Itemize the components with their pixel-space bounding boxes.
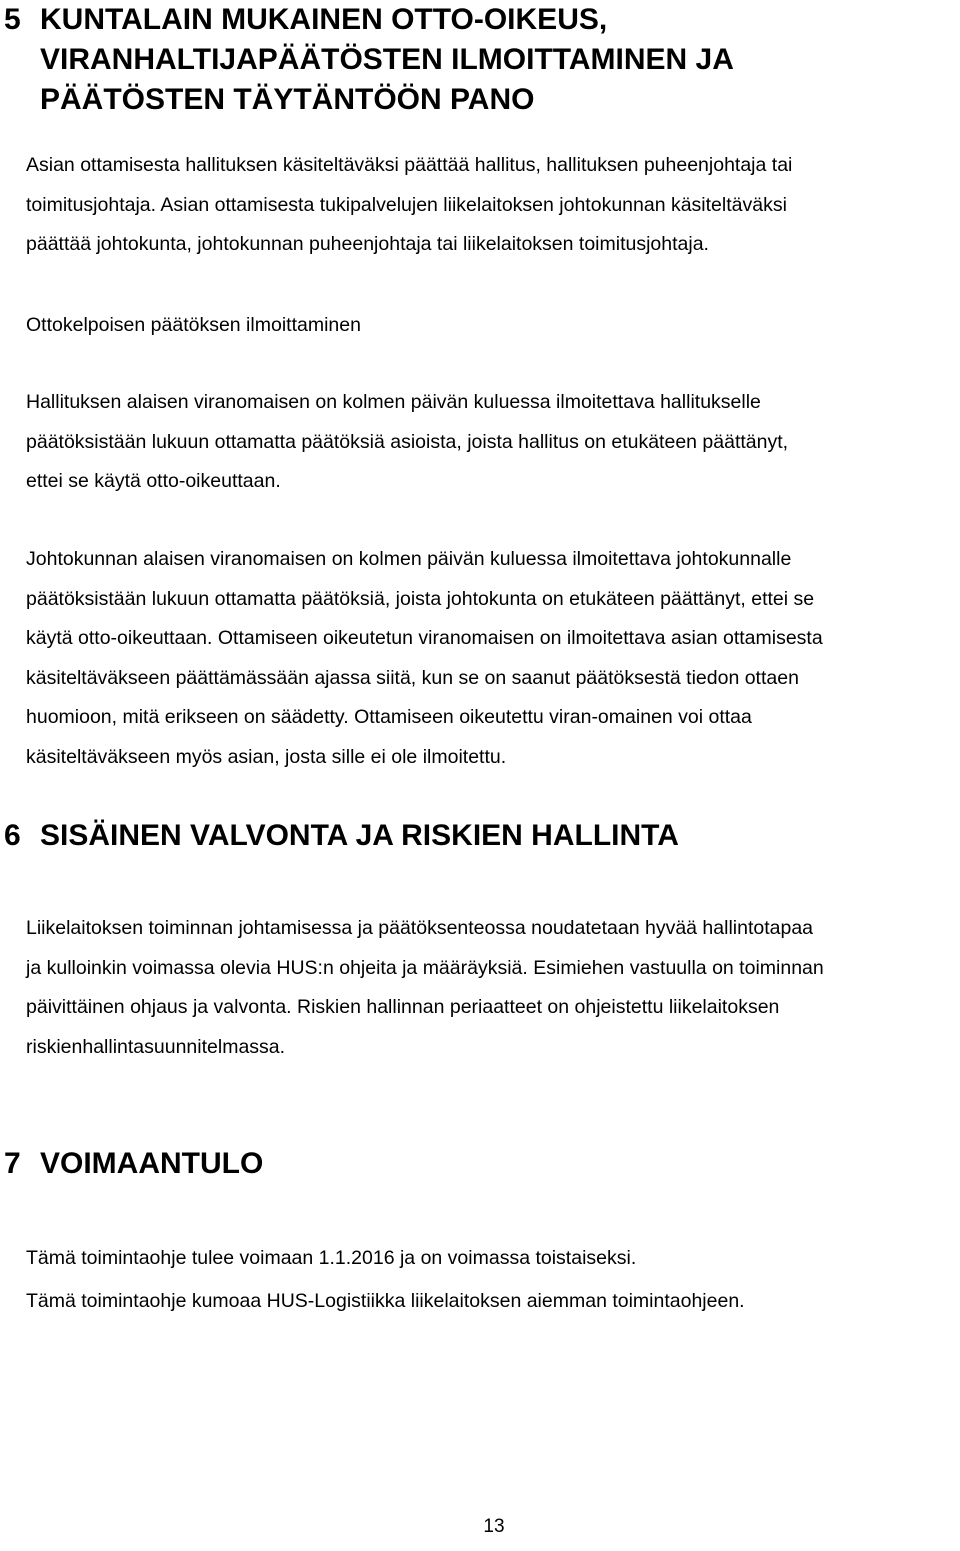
text-line: käsiteltäväkseen myös asian, josta sille ei ole ilmoitettu.: [26, 745, 507, 768]
text-line: päätöksistään lukuun ottamatta päätöksiä asioista, joista hallitus on etukäteen päättänyt,: [26, 430, 789, 453]
text-line: Tämä toimintaohje tulee voimaan 1.1.2016 ja on voimassa toistaiseksi.: [26, 1247, 637, 1269]
section-5-paragraph-2: [26, 383, 958, 502]
section-5-paragraph-3: [26, 540, 958, 777]
section-6-number: 6: [4, 819, 21, 852]
text-line: käsiteltäväkseen päättämässään ajassa siitä, kun se on saanut päätöksestä tiedon ottaen: [26, 666, 799, 689]
section-5-title-line: PÄÄTÖSTEN TÄYTÄNTÖÖN PANO: [40, 83, 535, 116]
section-5-title-line: KUNTALAIN MUKAINEN OTTO-OIKEUS,: [40, 3, 608, 36]
text-line: riskienhallintasuunnitelmassa.: [26, 1035, 286, 1058]
text-line: Liikelaitoksen toiminnan johtamisessa ja päätöksenteossa noudatetaan hyvää hallintotapaa: [26, 917, 814, 939]
subheading-text: Ottokelpoisen päätöksen ilmoittaminen: [26, 314, 361, 336]
text-line: päätöksistään lukuun ottamatta päätöksiä, joista johtokunta on etukäteen päättänyt, ettei se: [26, 587, 815, 610]
text-line: käytä otto-oikeuttaan. Ottamiseen oikeutetun viranomaisen on ilmoitettava asian ottamisesta: [26, 627, 823, 649]
page-number: [0, 1516, 960, 1538]
section-7-paragraph: [26, 1237, 958, 1323]
section-6-title: SISÄINEN VALVONTA JA RISKIEN HALLINTA: [40, 819, 679, 852]
section-5-subheading: [26, 306, 958, 346]
section-5-paragraph-1: [26, 146, 958, 265]
section-5-title-line: VIRANHALTIJAPÄÄTÖSTEN ILMOITTAMINEN JA: [40, 43, 734, 76]
text-line: huomioon, mitä erikseen on säädetty. Ottamiseen oikeutettu viran-omainen voi ottaa: [26, 706, 752, 728]
section-5-number: 5: [4, 3, 21, 36]
section-7-number: 7: [4, 1147, 21, 1180]
text-line: Asian ottamisesta hallituksen käsiteltäväksi päättää hallitus, hallituksen puheenjohtaja tai: [26, 154, 793, 176]
text-line: päivittäinen ohjaus ja valvonta. Riskien hallinnan periaatteet on ohjeistettu liikelaitoksen: [26, 996, 780, 1018]
text-line: Hallituksen alaisen viranomaisen on kolmen päivän kuluessa ilmoitettava hallitukselle: [26, 391, 761, 413]
text-line: ettei se käytä otto-oikeuttaan.: [26, 470, 281, 492]
text-line: toimitusjohtaja. Asian ottamisesta tukipalvelujen liikelaitoksen johtokunnan käsiteltäväksi: [26, 193, 787, 216]
section-7-title: VOIMAANTULO: [40, 1147, 264, 1180]
text-line: Tämä toimintaohje kumoaa HUS-Logistiikka liikelaitoksen aiemman toimintaohjeen.: [26, 1290, 745, 1312]
page-number-text: 13: [483, 1516, 505, 1537]
text-line: Johtokunnan alaisen viranomaisen on kolmen päivän kuluessa ilmoitettava johtokunnalle: [26, 548, 792, 570]
text-line: ja kulloinkin voimassa olevia HUS:n ohjeita ja määräyksiä. Esimiehen vastuulla on toiminnan: [26, 956, 824, 979]
section-6-paragraph: [26, 909, 958, 1067]
text-line: päättää johtokunta, johtokunnan puheenjohtaja tai liikelaitoksen toimitusjohtaja.: [26, 233, 709, 255]
section-5-title: [40, 0, 940, 120]
